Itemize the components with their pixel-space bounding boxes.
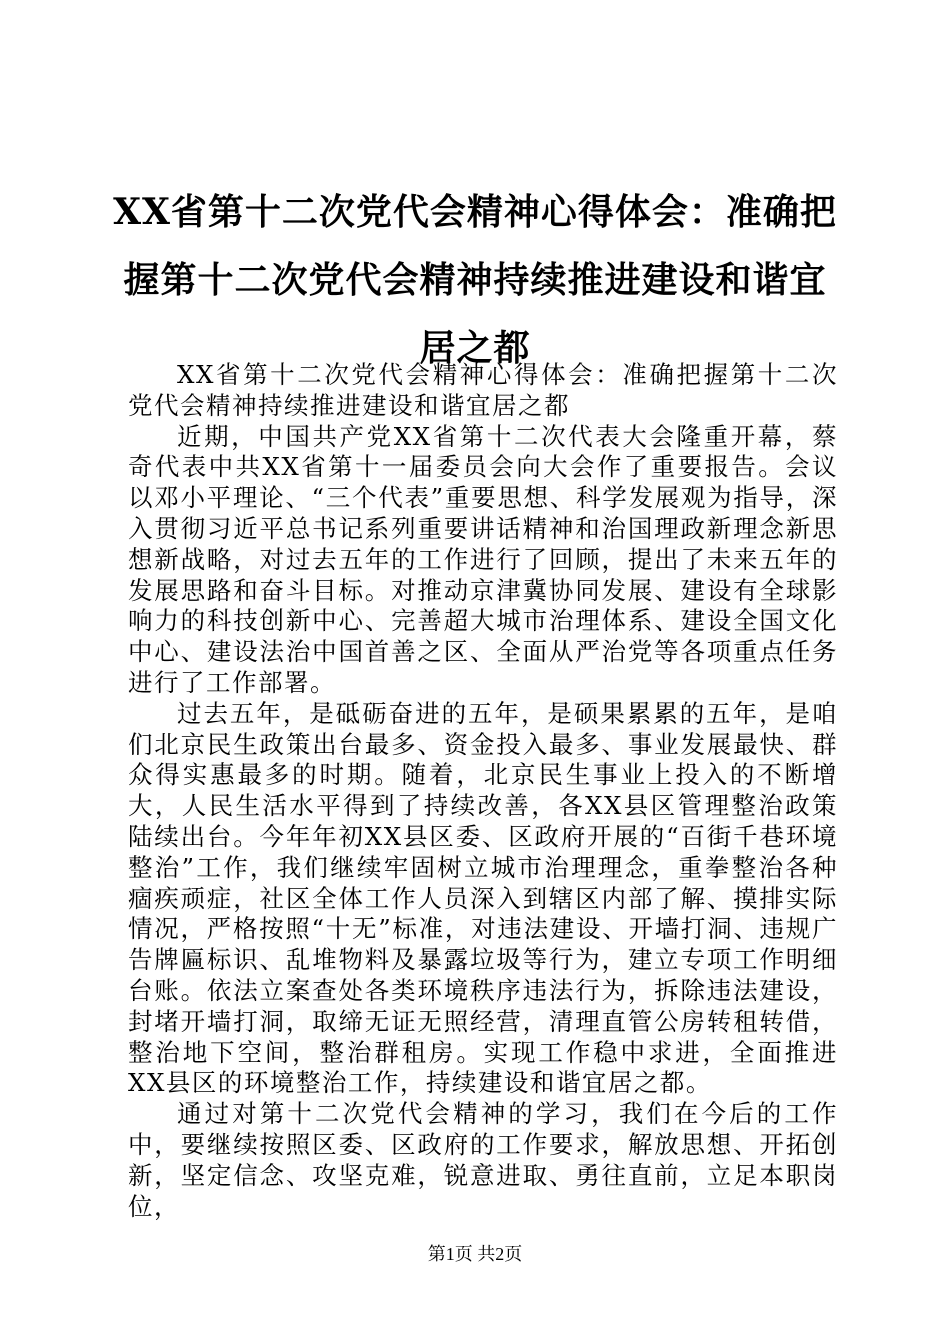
document-body (128, 360, 838, 1222)
paragraph-future-work: 通过对第十二次党代会精神的学习，我们在今后的工作中，要继续按照区委、区政府的工作要求，解放思想、开拓创新，坚定信念、攻坚克难，锐意进取、勇往直前，立足本职岗位， (128, 1099, 838, 1221)
paragraph-congress-opening: 近期，中国共产党XX省第十二次代表大会隆重开幕，蔡奇代表中共XX省第十一届委员会向大会作了重要报告。会议以邓小平理论、“三个代表”重要思想、科学发展观为指导，深入贯彻习近平总书记系列重要讲话精神和治国理政新理念新思想新战略，对过去五年的工作进行了回顾，提出了未来五年的发展思路和奋斗目标。对推动京津冀协同发展、建设有全球影响力的科技创新中心、完善超大城市治理体系、建设全国文化中心、建设法治中国首善之区、全面从严治党等各项重点任务进行了工作部署。 (128, 421, 838, 697)
paragraph-subtitle: XX省第十二次党代会精神心得体会：准确把握第十二次党代会精神持续推进建设和谐宜居之都 (128, 360, 838, 420)
paragraph-past-five-years: 过去五年，是砥砺奋进的五年，是硕果累累的五年，是咱们北京民生政策出台最多、资金投入最多、事业发展最快、群众得实惠最多的时期。随着，北京民生事业上投入的不断增大，人民生活水平得到了持续改善，各XX县区管理整治政策陆续出台。今年年初XX县区委、区政府开展的“百街千巷环境整治”工作，我们继续牢固树立城市治理理念，重拳整治各种痼疾顽症，社区全体工作人员深入到辖区内部了解、摸排实际情况，严格按照“十无”标准，对违法建设、开墙打洞、违规广告牌匾标识、乱堆物料及暴露垃圾等行为，建立专项工作明细台账。依法立案查处各类环境秩序违法行为，拆除违法建设，封堵开墙打洞，取缔无证无照经营，清理直管公房转租转借，整治地下空间，整治群租房。实现工作稳中求进，全面推进XX县区的环境整治工作，持续建设和谐宜居之都。 (128, 698, 838, 1098)
document-title: XX省第十二次党代会精神心得体会：准确把握第十二次党代会精神持续推进建设和谐宜居之都 (113, 191, 837, 369)
page-number-footer: 第1页 共2页 (427, 1244, 523, 1264)
